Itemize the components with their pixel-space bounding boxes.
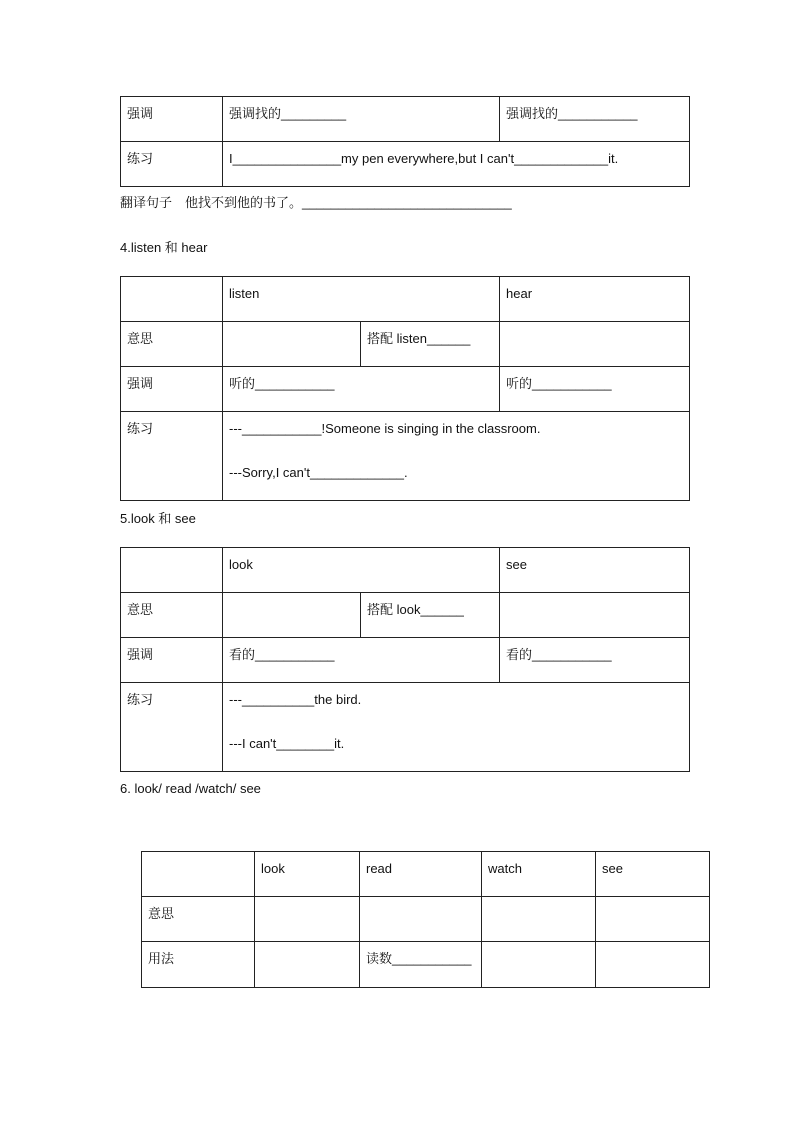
row-label-meaning: 意思 [142,897,255,942]
empty-cell [121,277,223,322]
row-label-usage: 用法 [142,942,255,988]
usage-look [255,942,360,988]
stress-find-cell-2: 强调找的___________ [500,97,690,142]
header-read: read [360,852,482,897]
meaning-watch [482,897,596,942]
meaning-read [360,897,482,942]
table-look-read-watch-see [141,851,710,988]
practice-line-1: ---___________!Someone is singing in the classroom. [229,421,541,436]
header-hear: hear [500,277,690,322]
usage-see [596,942,710,988]
table-look-see [120,547,690,772]
meaning-look [255,897,360,942]
header-see: see [596,852,710,897]
row-label-stress: 强调 [121,638,223,683]
practice-sentence: I_______________my pen everywhere,but I can't_____________it. [223,142,690,187]
usage-watch [482,942,596,988]
header-see: see [500,548,690,593]
section-6-heading: 6. look/ read /watch/ see [120,781,261,796]
row-label-practice: 练习 [121,412,223,501]
meaning-cell [223,322,361,367]
table-listen-hear [120,276,690,501]
stress-listen: 听的___________ [223,367,500,412]
empty-cell [121,548,223,593]
header-look: look [223,548,500,593]
section-5-heading: 5.look 和 see [120,511,196,526]
header-listen: listen [223,277,500,322]
meaning-see-cell [500,593,690,638]
stress-see: 看的___________ [500,638,690,683]
section-4-heading: 4.listen 和 hear [120,240,208,255]
stress-look: 看的___________ [223,638,500,683]
practice-line-2: ---I can't________it. [229,736,345,751]
meaning-hear-cell [500,322,690,367]
meaning-cell [223,593,361,638]
stress-hear: 听的___________ [500,367,690,412]
practice-cell [223,412,690,501]
header-look: look [255,852,360,897]
header-watch: watch [482,852,596,897]
row-label-practice: 练习 [121,142,223,187]
row-label-meaning: 意思 [121,593,223,638]
meaning-see [596,897,710,942]
row-label-practice: 练习 [121,683,223,772]
empty-cell [142,852,255,897]
translate-sentence: 翻译句子 他找不到他的书了。_____________________________ [120,195,512,210]
match-listen: 搭配 listen______ [361,322,500,367]
table-find [120,96,690,187]
row-label-meaning: 意思 [121,322,223,367]
stress-find-cell: 强调找的_________ [223,97,500,142]
row-label-stress: 强调 [121,367,223,412]
practice-line-1: ---__________the bird. [229,692,362,707]
practice-line-2: ---Sorry,I can't_____________. [229,465,408,480]
match-look: 搭配 look______ [361,593,500,638]
usage-read: 读数___________ [360,942,482,988]
row-label-stress: 强调 [121,97,223,142]
practice-cell [223,683,690,772]
